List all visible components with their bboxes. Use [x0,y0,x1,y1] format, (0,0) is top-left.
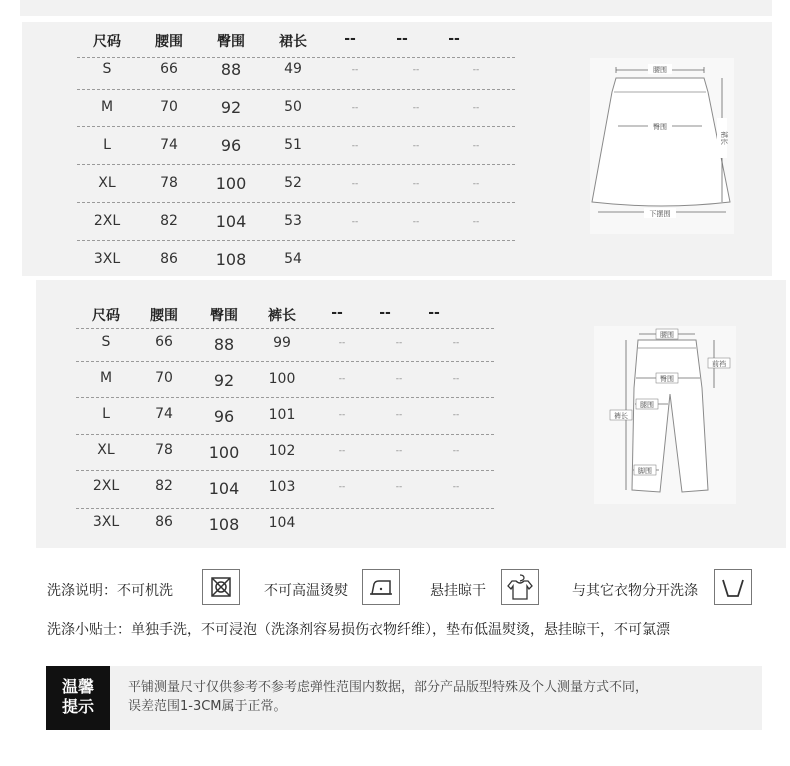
row-divider [76,397,494,398]
table-cell-hip: 104 [208,479,240,498]
care-tips-text: 洗涤小贴士：单独手洗，不可浸泡（洗涤剂容易损伤衣物纤维），垫布低温熨烫，悬挂晾干，不可氯漂 [47,622,670,638]
low-iron-icon [362,569,400,605]
skirt-header-extra: -- [396,31,408,47]
table-cell-waist: 70 [155,370,173,386]
pants-header-waist: 腰围 [150,308,178,324]
table-cell-size: S [102,61,112,77]
table-cell-waist: 66 [160,61,178,77]
table-cell-size: M [99,370,113,386]
table-cell-length: 54 [284,251,302,267]
table-cell-extra: -- [395,446,403,456]
hang-dry-icon [501,569,539,605]
table-cell-length: 99 [273,335,291,351]
row-divider [76,470,494,471]
table-cell-extra: -- [351,141,359,151]
table-cell-size: 3XL [92,514,120,530]
table-cell-extra: -- [412,141,420,151]
row-divider [77,240,515,241]
table-cell-waist: 82 [160,213,178,229]
table-cell-extra: -- [338,338,346,348]
table-cell-waist: 78 [160,175,178,191]
table-cell-size: 3XL [93,251,121,267]
top-strip [20,0,772,16]
row-divider [77,126,515,127]
skirt-diagram-hip-label: 臀围 [653,123,667,131]
table-cell-length: 100 [268,371,296,387]
table-cell-size: 2XL [92,478,120,494]
table-cell-hip: 104 [215,212,247,231]
pants-measurement-diagram [590,324,740,506]
table-cell-extra: -- [351,65,359,75]
table-cell-hip: 92 [220,98,242,117]
table-cell-extra: -- [351,103,359,113]
table-cell-size: L [103,137,111,153]
notice-line-1: 平铺测量尺寸仅供参考不参考虑弹性范围内数据，部分产品版型特殊及个人测量方式不同， [128,680,649,695]
table-cell-hip: 96 [220,136,242,155]
pants-header-extra: -- [428,305,440,321]
table-cell-size: S [101,334,111,350]
table-cell-waist: 78 [155,442,173,458]
table-cell-hip: 100 [215,174,247,193]
pants-diagram-leg-opening-label: 脚围 [638,467,652,475]
table-cell-size: 2XL [93,213,121,229]
row-divider [76,508,494,509]
table-cell-extra: -- [351,217,359,227]
table-cell-extra: -- [338,410,346,420]
row-divider [77,164,515,165]
notice-badge [46,666,110,730]
pants-header-length: 裤长 [268,308,296,324]
table-cell-length: 53 [284,213,302,229]
table-cell-extra: -- [395,410,403,420]
skirt-header-hip: 臀围 [217,34,245,50]
row-divider [77,57,515,58]
table-cell-extra: -- [472,217,480,227]
row-divider [77,202,515,203]
skirt-header-length: 裙长 [279,34,307,50]
skirt-diagram-waist-label: 腰围 [653,66,667,74]
table-cell-hip: 108 [215,250,247,269]
pants-header-extra: -- [331,305,343,321]
care-wash-separately-label: 与其它衣物分开洗涤 [572,583,698,599]
table-cell-waist: 82 [155,478,173,494]
table-cell-size: XL [98,175,116,191]
table-cell-extra: -- [395,338,403,348]
table-cell-length: 51 [284,137,302,153]
notice-line-2: 误差范围1-3CM属于正常。 [128,699,287,714]
table-cell-extra: -- [351,179,359,189]
pants-header-extra: -- [379,305,391,321]
skirt-header-extra: -- [344,31,356,47]
table-cell-waist: 86 [160,251,178,267]
skirt-diagram-hem-label: 下摆围 [649,210,671,218]
table-cell-extra: -- [412,65,420,75]
pants-diagram-waist-label: 腰围 [660,331,674,339]
skirt-header-size: 尺码 [93,34,121,50]
table-cell-extra: -- [452,374,460,384]
table-cell-extra: -- [338,374,346,384]
notice-badge-line1: 温馨 [61,677,94,696]
pants-size-panel [36,280,786,548]
table-cell-length: 101 [268,407,296,423]
skirt-measurement-diagram [582,52,742,252]
table-cell-extra: -- [412,179,420,189]
hand-wash-basin-icon [714,569,752,605]
table-cell-length: 52 [284,175,302,191]
table-cell-extra: -- [472,179,480,189]
table-cell-waist: 74 [155,406,173,422]
table-cell-extra: -- [412,217,420,227]
pants-diagram-length-label: 裤长 [614,412,628,420]
notice-box [46,666,762,730]
no-machine-wash-icon [202,569,240,605]
pants-diagram-hip-label: 臀围 [660,375,674,383]
table-cell-length: 50 [284,99,302,115]
care-no-high-iron-label: 不可高温烫熨 [264,583,348,599]
table-cell-hip: 88 [220,60,242,79]
table-cell-extra: -- [452,482,460,492]
pants-diagram-rise-label: 前裆 [712,360,726,368]
pants-diagram-thigh-label: 腿围 [640,401,654,409]
table-cell-length: 49 [284,61,302,77]
notice-badge-line2: 提示 [61,697,94,716]
care-no-machine-wash-label: 洗涤说明：不可机洗 [47,583,173,599]
table-cell-extra: -- [338,446,346,456]
pants-header-size: 尺码 [92,308,120,324]
table-cell-hip: 108 [208,515,240,534]
table-cell-length: 103 [268,479,296,495]
skirt-diagram-length-label: 裙长 [720,131,728,145]
table-cell-size: XL [97,442,115,458]
row-divider [77,89,515,90]
notice-text [128,678,748,716]
table-cell-extra: -- [395,482,403,492]
table-cell-waist: 74 [160,137,178,153]
table-cell-extra: -- [472,103,480,113]
pants-header-hip: 臀围 [210,308,238,324]
table-cell-extra: -- [412,103,420,113]
row-divider [76,361,494,362]
table-cell-size: M [100,99,114,115]
skirt-header-waist: 腰围 [155,34,183,50]
table-cell-extra: -- [452,338,460,348]
table-cell-waist: 70 [160,99,178,115]
table-cell-extra: -- [472,141,480,151]
row-divider [76,434,494,435]
table-cell-hip: 92 [213,371,235,390]
table-cell-extra: -- [452,410,460,420]
table-cell-hip: 100 [208,443,240,462]
care-hang-dry-label: 悬挂晾干 [430,583,486,599]
table-cell-waist: 86 [155,514,173,530]
table-cell-size: L [102,406,110,422]
table-cell-length: 104 [268,515,296,531]
table-cell-hip: 96 [213,407,235,426]
skirt-size-panel [22,22,772,276]
table-cell-hip: 88 [213,335,235,354]
table-cell-extra: -- [472,65,480,75]
row-divider [76,328,494,329]
table-cell-waist: 66 [155,334,173,350]
table-cell-extra: -- [395,374,403,384]
table-cell-extra: -- [452,446,460,456]
skirt-header-extra: -- [448,31,460,47]
table-cell-length: 102 [268,443,296,459]
table-cell-extra: -- [338,482,346,492]
